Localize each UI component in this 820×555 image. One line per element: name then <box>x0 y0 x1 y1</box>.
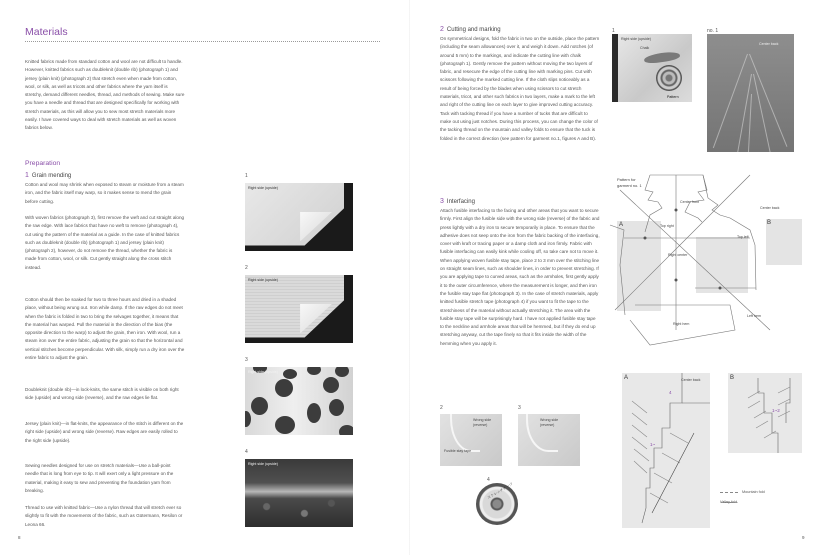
center-back-label: Center back <box>759 42 779 46</box>
tuck-marker-1: 1~ <box>650 442 656 447</box>
dot <box>307 403 321 423</box>
center-front-label: Center front <box>680 200 699 204</box>
step-2-paragraph: On symmetrical designs, fold the fabric in two on the outside, place the pattern (including the seam allowances) over it, and weigh it down. Add notches (of around 5 mm) to the markings, and indicate the cutting line with chalk (photograph 1). Gently remove the pattern without moving the two layers of fabric, and resecure the edge of the cutting line with marking pins. Cut with scissors following the marked cutting line. If the cloth slips noticeably as a result of being forced by the blades when using scissors to cut stretch materials, tricot, and other such fabrics in two layers, make a mark to the left and right of the cutting line on each layer to give improved cutting accuracy. Tack with tacking thread if you have a number of tucks that are difficult to make out using just notches. During this process, you can change the color of the tacking thread on the mountain and valley folds to ensure that the tuck is folded in the correct direction (see pattern for garment no.1, figures A and B). <box>440 36 600 141</box>
step-1-paragraph-7: Thread to use with knitted fabric—Use a nylon thread that will stretch ever so slightly to fit with the movements of the fabric, such as Gütermann, Resilon or Leona 66. <box>25 505 183 527</box>
photo-4-number: 4 <box>487 477 490 483</box>
detail-a-center-back-label: Center back <box>681 378 701 382</box>
wrong-side-label: Wrong side <box>540 418 559 422</box>
photo-fusible-stay-tape <box>440 414 502 466</box>
step-3-paragraph: Attach fusible interfacing to the facing and other areas that you want to secure firmly. First align the fusible side with the wrong side (reverse) of the fabric and press lightly with a dry iron to secure temporarily in place. To ensure that the adhesive does not seep onto the iron from the fabric backing of the interfacing, cover with kraft or tracing paper or a damp cloth and iron firmly. Fabric with fusible interfacing can easily kink while cooling off, so take care not to move it. When applying woven fusible stay tape, place 2 to 3 mm over the stitching line on straight seam lines, such as shoulder lines, in order to prevent stretching. If you are applying tape to curved areas, such as the armholes, first gently apply it to the outer circumference, where the measurement is longer, and then iron the fusible stay tape flat (photograph 3). In the case of stretch materials, apply knitted fusible stretch tape (photograph 4) if you want to fit the tape to the stretchiness of the material without actually stretching it. The area with the fusible stay tape will be surprisingly hard. I have not applied fusible stay tape to the neckline and armhole areas that will be hemmed, but if they do end up stretching anyway, cut the tape finely so that it fits inside the width of the hemming when you apply it. <box>440 208 600 346</box>
reverse-label: (reverse) <box>473 423 488 427</box>
pattern-weight <box>656 65 682 91</box>
chalk-label: Chalk <box>640 46 650 50</box>
step-number: 2 <box>440 26 444 33</box>
step-number: 1 <box>25 172 29 179</box>
title-divider <box>25 41 380 42</box>
legend-valley-fold <box>720 500 737 504</box>
photo-1-number: 1 <box>245 173 248 179</box>
detail-a-letter: A <box>624 375 629 381</box>
left-hem-label: Left hem <box>747 314 761 318</box>
legend-label: Mountain fold <box>742 490 765 494</box>
step-title: Cutting and marking <box>446 27 501 33</box>
photo-lace <box>245 459 353 527</box>
legend-mountain-fold <box>720 490 765 494</box>
step-1-paragraph-3: Cotton should then be soaked for two to three hours and dried in a shaded place, without being wrung out. Iron while damp. If the raw edges do not meet when the fabric is folded in two to bring the selvages together, it means that the material has warped. Pull the material in the direction of the bias (the opposite direction to the warp) to adjust the grain, then iron. With wool, run a steam iron over the entire fabric, adjusting the grain so that the horizontal and vertical stitches become perpendicular. With silk, simply run a dry iron over the entire fabric to adjust the grain. <box>25 297 185 361</box>
section-heading-preparation: Preparation <box>25 160 61 167</box>
photo-label: Right side (upside) <box>248 370 278 374</box>
dot <box>329 399 344 416</box>
pattern-caption-line1: Pattern for <box>617 177 636 182</box>
top-right-label: Top right <box>660 224 674 228</box>
valley-fold-line-icon <box>720 502 738 503</box>
photo-chalk-marking <box>612 34 692 102</box>
photo-ironed-tape <box>518 414 580 466</box>
reel-text: ストレッチテープ <box>486 482 514 500</box>
intro-paragraph: Knitted fabrics made from standard cotton and wool are not difficult to handle. However, knitted fabrics such as doubleknit (double rib) (photograph 1) and jersey (plain knit) (photograph 2) that stretch even when made from cotton, wool, or silk, as well as tricots and other fabrics where the yarn itself is stretchy, demand different needles, thread, and methods of sewing. Make sure you have a needle and thread that are designed specifically for working with stretch materials, as this will allow you to sew most stretch materials more easily. I have covered ways to deal with stretch materials as well as woven fabrics below. <box>25 59 185 131</box>
right-side-label: Right side (upside) <box>621 37 651 41</box>
wrong-side-label: Wrong side <box>473 418 492 422</box>
stretch-tape-reel-photo <box>476 483 518 525</box>
chalk-shape <box>644 51 681 65</box>
tuck-marker-4: 4 <box>669 390 672 395</box>
pattern-label: Pattern <box>667 95 679 99</box>
page-title: Materials <box>25 26 68 38</box>
tuck-marker-1-2: 1~2 <box>772 408 780 413</box>
figure-a-letter: A <box>619 222 624 228</box>
top-left-label: Top left <box>737 235 749 239</box>
photo-garment-back <box>707 34 794 152</box>
dot <box>283 369 297 379</box>
step-1-paragraph-6: Sewing needles designed for use on stretch materials—Use a ball-point needle that is long from eye to tip. It will exert only a light pressure on the material, making it easy to sew and preventing the foundation yarn from breaking. <box>25 463 174 493</box>
step-1-paragraph-2: With woven fabrics (photograph 3), first remove the weft and cut straight along the raw edge. With lace fabrics that have no weft to remove (photograph 4), cut using the pattern of the material as a guide. In the case of knitted fabrics such as doubleknit (double rib) (photograph 1) and jersey (plain knit) (photograph 2), however, do not remove the thread, whether the fabric is made from cotton, wool, or silk. Cut gently straight along the cross stitch instead. <box>25 215 185 270</box>
photo-jersey <box>245 275 353 343</box>
dot <box>307 367 321 375</box>
photo-label: Right side (upside) <box>248 186 278 190</box>
pattern-diagram-lines <box>610 170 810 330</box>
photo-3-number: 3 <box>245 357 248 363</box>
step-title: Grain mending <box>31 173 72 179</box>
fusible-stay-tape-label: Fusible stay tape <box>444 449 472 453</box>
drape-fold <box>713 54 748 148</box>
step-1-paragraph-1: Cotton and wool may shrink when exposed to steam or moisture from a steam iron, and the fabric itself may warp, so it makes sense to mend the grain before cutting. <box>25 182 184 204</box>
figure-b-letter: B <box>767 220 772 226</box>
photo-polka-dot-woven <box>245 367 353 435</box>
page-number-right: 9 <box>802 535 805 540</box>
right-center-label: Right center <box>668 253 688 257</box>
page-number-left: 8 <box>18 535 21 540</box>
mountain-fold-line-icon <box>720 492 738 493</box>
dot <box>275 379 293 397</box>
dot <box>335 367 349 377</box>
photo-label: Right side (upside) <box>248 278 278 282</box>
dot <box>323 377 339 393</box>
photo-2-number: 2 <box>440 405 443 411</box>
dot <box>275 416 295 434</box>
dark-edge <box>612 34 618 102</box>
dot <box>339 425 353 435</box>
step-1-heading <box>25 172 71 179</box>
pattern-caption-line2: garment no. 1 <box>617 183 642 188</box>
step-1-paragraph-4: Doubleknit (double rib)—in lock-knits, the same stitch is visible on both right side (upside) and wrong side (reverse), and the raw edges lie flat. <box>25 387 179 401</box>
detail-a-folds <box>622 373 710 528</box>
photo-3-number: 3 <box>518 405 521 411</box>
detail-b-folds <box>728 373 802 453</box>
photo-chalk-number: 1 <box>612 28 615 34</box>
reverse-label: (reverse) <box>540 423 555 427</box>
drape-fold <box>748 94 752 152</box>
photo-label: Right side (upside) <box>248 462 278 466</box>
photo-4-number: 4 <box>245 449 248 455</box>
right-page <box>410 0 820 555</box>
detail-b-letter: B <box>730 375 735 381</box>
step-2-heading <box>440 26 501 33</box>
step-3-heading <box>440 198 475 205</box>
step-number: 3 <box>440 198 444 205</box>
dot <box>245 411 251 427</box>
step-1-paragraph-5: Jersey (plain knit)—in flat-knits, the appearance of the stitch is different on the right side (upside) and wrong side (reverse). Raw edges are easily rolled to the right side (upside). <box>25 421 184 443</box>
step-title: Interfacing <box>446 199 475 205</box>
dot <box>251 397 268 415</box>
right-hem-label: Right hem <box>673 322 690 326</box>
photo-doubleknit <box>245 183 353 251</box>
center-back-label: Center back <box>760 206 780 210</box>
photo-2-number: 2 <box>245 265 248 271</box>
photo-garment-number: no. 1 <box>707 28 719 34</box>
drape-fold <box>749 54 787 147</box>
